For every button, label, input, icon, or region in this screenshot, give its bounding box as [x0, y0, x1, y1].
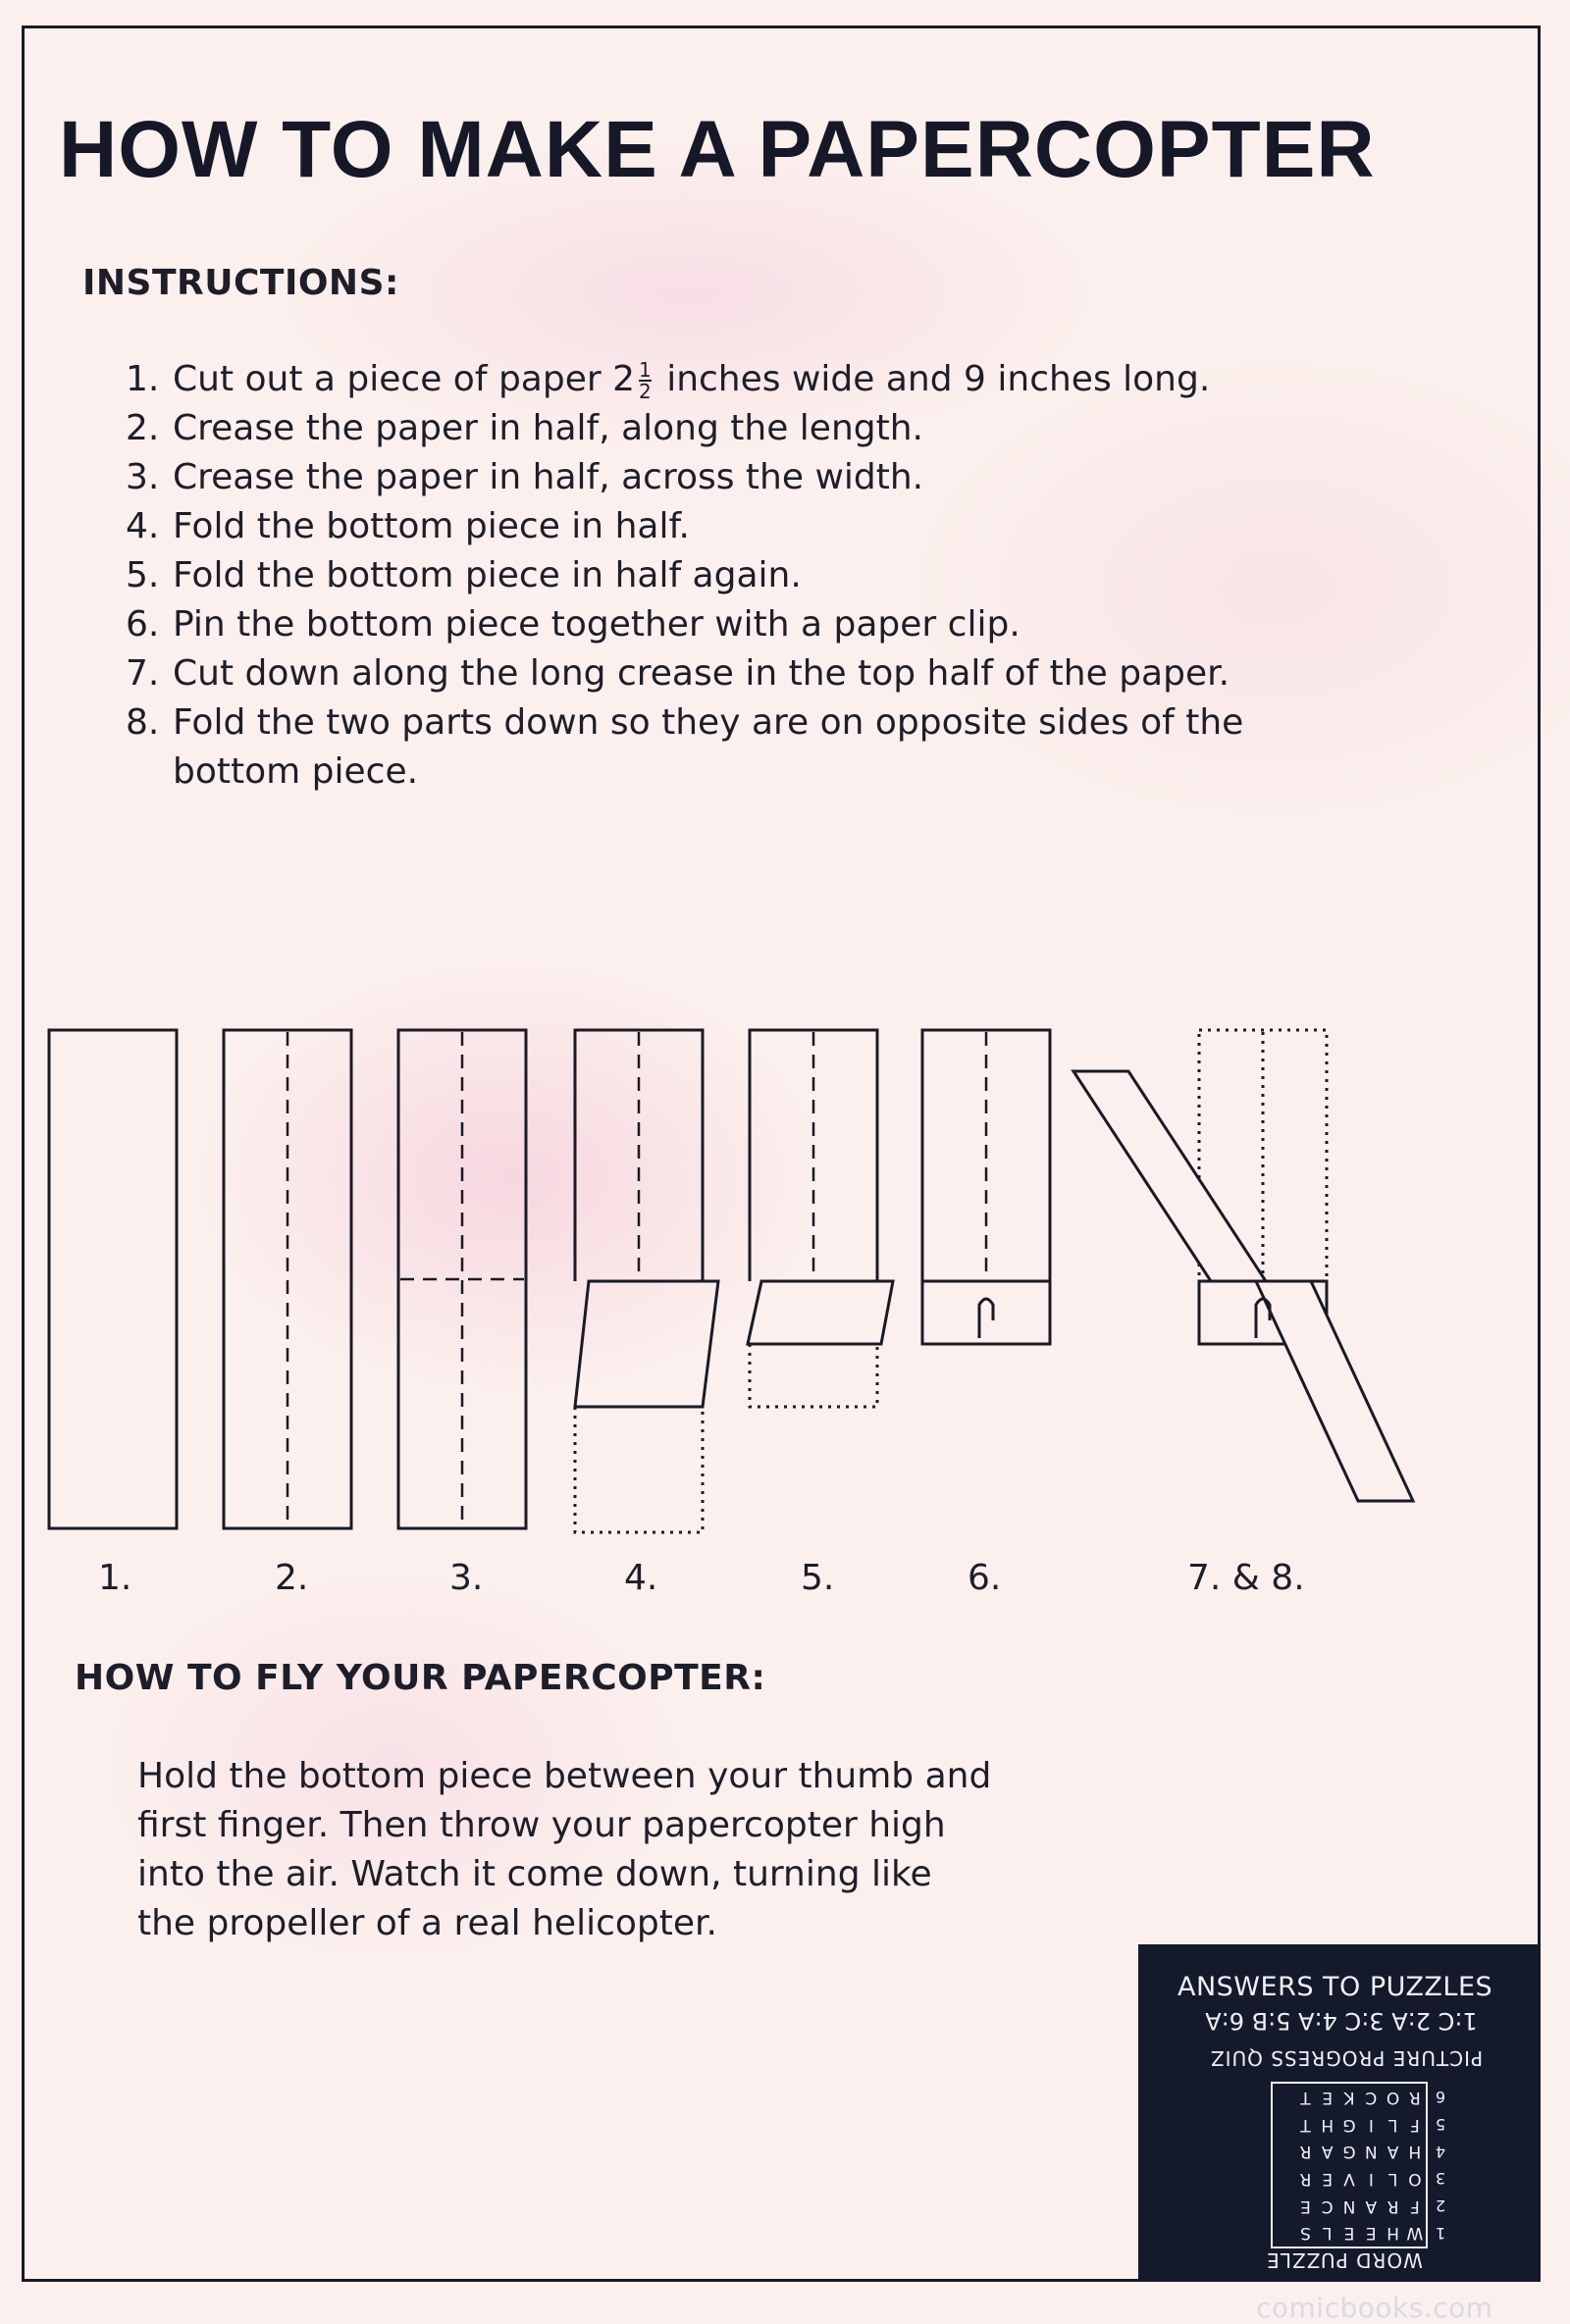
- diagram-label-1: 1.: [98, 1558, 132, 1598]
- grid-row: R O C K E T: [1300, 2087, 1421, 2107]
- answers-title: ANSWERS TO PUZZLES: [1178, 1972, 1493, 2002]
- folding-diagram: [39, 1010, 1433, 1540]
- grid-row: F R A N C E: [1300, 2195, 1420, 2216]
- fly-heading: HOW TO FLY YOUR PAPERCOPTER:: [75, 1658, 766, 1698]
- word-puzzle-grid: [1271, 2082, 1428, 2248]
- instruction-step: 6. Pin the bottom piece together with a paper clip.: [126, 604, 1020, 645]
- instruction-step: 4. Fold the bottom piece in half.: [126, 506, 690, 546]
- diagram-label-4: 4.: [624, 1558, 658, 1598]
- step-6-paper-clip: [979, 1299, 993, 1338]
- word-puzzle-title: WORD PUZZLE: [1266, 2248, 1423, 2272]
- word-puzzle-row-numbers: 1 2 3 4 5 6: [1435, 2088, 1446, 2243]
- grid-row: W H E E L S: [1300, 2223, 1424, 2244]
- instruction-list: [126, 355, 1362, 797]
- picture-quiz-answers: 1:C 2:A 3:C 4:A 5:B 6:A: [1205, 2007, 1478, 2035]
- grid-row: H A N G A R: [1299, 2142, 1422, 2162]
- picture-quiz-title: PICTURE PROGRESS QUIZ: [1209, 2046, 1484, 2070]
- grid-row: O L I V E R: [1299, 2168, 1422, 2189]
- step-7-8-left-blade: [1073, 1071, 1266, 1281]
- instruction-step: 3. Crease the paper in half, across the width.: [126, 457, 924, 497]
- step-4-folded-piece: [575, 1281, 718, 1407]
- step-7-8-right-blade: [1256, 1281, 1413, 1501]
- instruction-step: 8. Fold the two parts down so they are on opposite sides of the bottom piece.: [126, 702, 1244, 792]
- instruction-step: 1. Cut out a piece of paper 2 $\frac{1}{2}$ inches wide and 9 inches long.: [126, 358, 1211, 403]
- instruction-step: 2. Crease the paper in half, along the length.: [126, 408, 923, 448]
- step-5-original-outline: [750, 1344, 877, 1407]
- step-5-folded-piece: [748, 1281, 893, 1344]
- diagram-label-5: 5.: [801, 1558, 835, 1598]
- instruction-step: 7. Cut down along the long crease in the top half of the paper.: [126, 653, 1230, 694]
- watermark: comicbooks.com: [1256, 2292, 1493, 2324]
- diagram-label-3: 3.: [449, 1558, 484, 1598]
- step-4-original-outline: [575, 1407, 703, 1532]
- diagram-label-6: 6.: [968, 1558, 1002, 1598]
- instructions-heading: INSTRUCTIONS:: [82, 263, 399, 303]
- step-1-paper: [49, 1030, 177, 1528]
- answers-box: [1138, 1944, 1541, 2282]
- instruction-step: 5. Fold the bottom piece in half again.: [126, 555, 802, 595]
- fraction: $\frac{1}{2}$: [639, 358, 652, 403]
- grid-row: F L I G H T: [1300, 2114, 1420, 2135]
- page-title: HOW TO MAKE A PAPERCOPTER: [59, 105, 1376, 194]
- diagram-label-7-8: 7. & 8.: [1187, 1558, 1305, 1598]
- diagram-label-2: 2.: [275, 1558, 309, 1598]
- fly-instructions: Hold the bottom piece between your thumb and first finger. Then throw your papercopter high into the air. Watch it come down, turning like the propeller of a real helicopter.: [137, 1756, 992, 1943]
